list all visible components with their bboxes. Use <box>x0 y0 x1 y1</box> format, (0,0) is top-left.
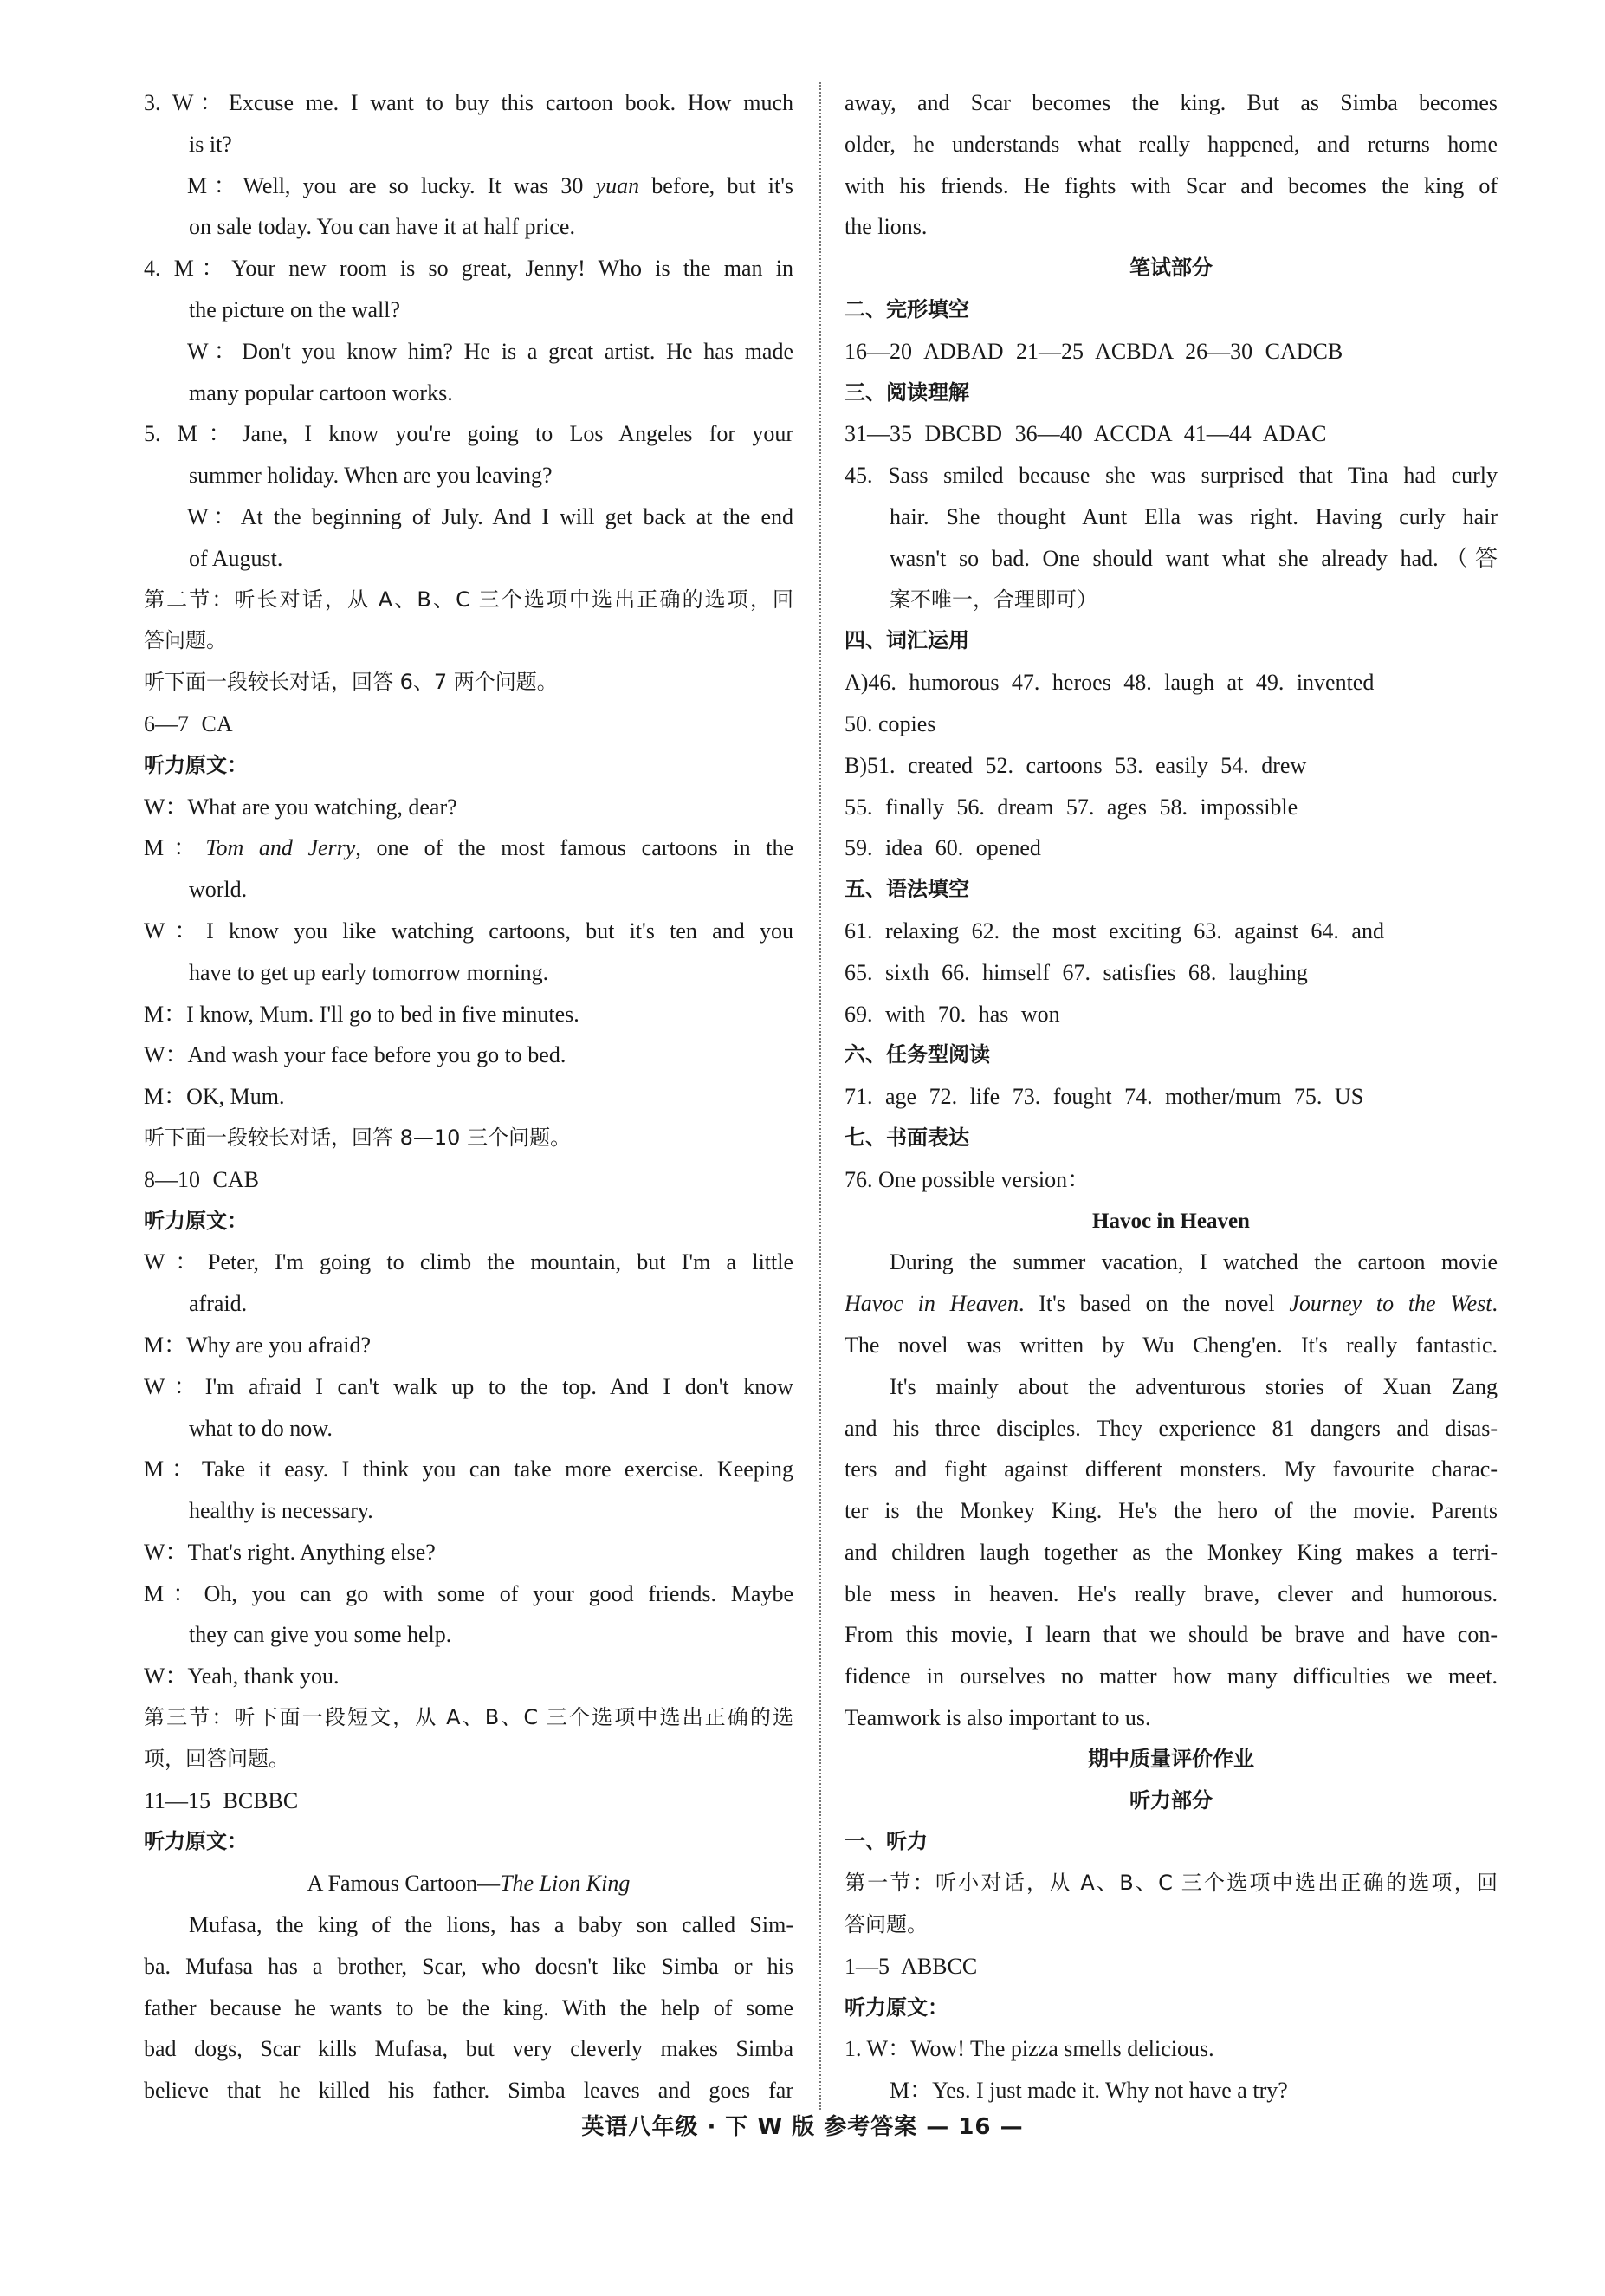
answer-line: 69. with 70. has won <box>845 1001 1060 1027</box>
text-line: ba. Mufasa has a brother, Scar, who doesn't like Simba or his <box>144 1953 793 1979</box>
text-line: they can give you some help. <box>189 1622 452 1648</box>
answer-line: 1—5 ABBCC <box>845 1953 978 1979</box>
text-span: , one of the most famous cartoons in the <box>355 835 793 861</box>
text-line: Teamwork is also important to us. <box>845 1705 1151 1731</box>
text-line: From this movie, I learn that we should be brave and have con- <box>845 1622 1498 1648</box>
text-span-italic: Journey to the West <box>1289 1291 1492 1317</box>
answer-line: 6—7 CA <box>144 710 233 736</box>
text-line: 4. M：Your new room is so great, Jenny! Who is the man in <box>144 256 793 282</box>
text-line: have to get up early tomorrow morning. <box>189 959 549 985</box>
text-line: 案不唯一，合理即可） <box>890 587 1097 612</box>
text-line: W：I know you like watching cartoons, but it's ten and you <box>144 918 793 944</box>
section-heading: 四、词汇运用 <box>845 628 969 653</box>
text-line: on sale today. You can have it at half price. <box>189 214 575 240</box>
transcript-label: 听力原文： <box>144 1829 248 1854</box>
answer-line: 16—20 ADBAD 21—25 ACBDA 26—30 CADCB <box>845 338 1343 364</box>
text-span-italic: Tom and Jerry <box>205 835 356 861</box>
right-column <box>845 82 1498 2111</box>
text-line <box>144 827 793 869</box>
text-line: wasn't so bad. One should want what she already had.（答 <box>890 545 1498 571</box>
text-line: M：Yes. I just made it. Why not have a try? <box>890 2078 1288 2104</box>
text-line: W：At the beginning of July. And I will get back at the end <box>187 503 793 529</box>
text-line: ter is the Monkey King. He's the hero of the movie. Parents <box>845 1498 1498 1524</box>
answer-line: 55. finally 56. dream 57. ages 58. impossible <box>845 794 1298 820</box>
column-divider <box>819 82 821 2110</box>
section-heading: 二、完形填空 <box>845 296 969 321</box>
dialogue-intro: 听下面一段较长对话，回答 6、7 两个问题。 <box>144 670 558 695</box>
text-line: away, and Scar becomes the king. But as Simba becomes <box>845 90 1498 115</box>
answer-line: B)51. created 52. cartoons 53. easily 54. drew <box>845 752 1307 778</box>
text-line: and children laugh together as the Monkey King makes a terri- <box>845 1539 1498 1565</box>
left-column <box>144 82 793 2111</box>
text-line: afraid. <box>189 1291 248 1317</box>
text-line: W：Don't you know him? He is a great artist. He has made <box>187 338 793 364</box>
text-span: . It's based on the novel <box>1018 1291 1290 1317</box>
text-line <box>845 1283 1498 1325</box>
text-line: The novel was written by Wu Cheng'en. It's really fantastic. <box>845 1332 1498 1358</box>
text-line: W：That's right. Anything else? <box>144 1539 436 1565</box>
transcript-label: 听力原文： <box>144 752 248 777</box>
text-line: father because he wants to be the king. With the help of some <box>144 1994 793 2020</box>
text-line: summer holiday. When are you leaving? <box>189 463 553 489</box>
section-heading: 三、阅读理解 <box>845 379 969 405</box>
text-line: of August. <box>189 545 283 571</box>
text-span: A Famous Cartoon— <box>307 1871 501 1897</box>
answer-line: A)46. humorous 47. heroes 48. laugh at 49. invented <box>845 670 1375 696</box>
transcript-label: 听力原文： <box>845 1994 948 2020</box>
text-line: fidence in ourselves no matter how many difficulties we meet. <box>845 1664 1498 1690</box>
answer-line: 71. age 72. life 73. fought 74. mother/mum 75. US <box>845 1084 1364 1110</box>
section-instruction: 答问题。 <box>144 628 227 653</box>
text-line: W：I'm afraid I can't walk up to the top. And I don't know <box>144 1373 793 1399</box>
text-line: many popular cartoon works. <box>189 379 453 405</box>
section-instruction: 第一节：听小对话，从 A、B、C 三个选项中选出正确的选项，回 <box>845 1871 1498 1896</box>
section-instruction: 第二节：听长对话，从 A、B、C 三个选项中选出正确的选项，回 <box>144 587 793 612</box>
section-heading: 六、任务型阅读 <box>845 1042 990 1067</box>
text-line: and his three disciples. They experience 81 dangers and disas- <box>845 1415 1498 1441</box>
section-heading: 一、听力 <box>845 1829 928 1854</box>
answer-line: 8—10 CAB <box>144 1166 259 1192</box>
text-line: Mufasa, the king of the lions, has a baby son called Sim- <box>189 1912 793 1938</box>
text-line: older, he understands what really happened, and returns home <box>845 131 1498 157</box>
text-line: healthy is necessary. <box>189 1498 373 1524</box>
text-line <box>144 165 793 207</box>
text-line: with his friends. He fights with Scar and becomes the king of <box>845 172 1498 198</box>
text-line: W：And wash your face before you go to bed. <box>144 1042 566 1068</box>
passage-title <box>144 1863 793 1904</box>
text-span-italic: The Lion King <box>500 1871 631 1897</box>
section-heading: 七、书面表达 <box>845 1125 969 1150</box>
text-line: M：Oh, you can go with some of your good friends. Maybe <box>144 1580 793 1606</box>
section-instruction: 项，回答问题。 <box>144 1746 289 1771</box>
section-instruction: 答问题。 <box>845 1912 928 1937</box>
section-heading: 五、语法填空 <box>845 877 969 902</box>
text-line: ble mess in heaven. He's really brave, clever and humorous. <box>845 1580 1498 1606</box>
dialogue-intro: 听下面一段较长对话，回答 8—10 三个问题。 <box>144 1125 572 1150</box>
text-line: W：Peter, I'm going to climb the mountain, but I'm a little <box>144 1249 793 1275</box>
text-line: M：I know, Mum. I'll go to bed in five minutes. <box>144 1001 579 1027</box>
text-line: hair. She thought Aunt Ella was right. Having curly hair <box>890 503 1498 529</box>
text-line: W：Yeah, thank you. <box>144 1664 340 1690</box>
text-line: It's mainly about the adventurous stories of Xuan Zang <box>890 1373 1498 1399</box>
answer-line: 31—35 DBCBD 36—40 ACCDA 41—44 ADAC <box>845 421 1327 447</box>
text-line: 45. Sass smiled because she was surprised that Tina had curly <box>845 463 1498 489</box>
answer-line: 65. sixth 66. himself 67. satisfies 68. laughing <box>845 959 1308 985</box>
text-line: ters and fight against different monsters. My favourite charac- <box>845 1456 1498 1482</box>
part-title: 期中质量评价作业 <box>1088 1746 1254 1771</box>
text-span-italic: Havoc in Heaven <box>845 1291 1019 1317</box>
essay-title: Havoc in Heaven <box>1092 1209 1250 1233</box>
text-line: believe that he killed his father. Simba leaves and goes far <box>144 2078 793 2104</box>
text-line: the picture on the wall? <box>189 296 401 322</box>
answer-line: 61. relaxing 62. the most exciting 63. against 64. and <box>845 918 1384 944</box>
text-line: 76. One possible version： <box>845 1166 1090 1192</box>
text-line: M：Why are you afraid? <box>144 1332 372 1358</box>
text-span: . <box>1492 1291 1498 1317</box>
text-line: world. <box>189 877 248 903</box>
text-line: is it? <box>189 131 232 157</box>
text-line: the lions. <box>845 214 928 240</box>
answer-line: 59. idea 60. opened <box>845 835 1041 861</box>
text-line: During the summer vacation, I watched the cartoon movie <box>890 1249 1498 1275</box>
text-line: 1. W：Wow! The pizza smells delicious. <box>845 2036 1214 2062</box>
text-span: M： <box>144 835 206 861</box>
text-span: before, but it's <box>639 172 793 198</box>
page-footer: 英语八年级 · 下 W 版 参考答案 — 16 — <box>581 2114 1024 2140</box>
text-line: M：Take it easy. I think you can take more exercise. Keeping <box>144 1456 793 1482</box>
text-line: bad dogs, Scar kills Mufasa, but very cleverly makes Simba <box>144 2036 793 2062</box>
answer-line: 50. copies <box>845 710 936 736</box>
part-title: 笔试部分 <box>1129 256 1213 281</box>
section-instruction: 第三节：听下面一段短文，从 A、B、C 三个选项中选出正确的选 <box>144 1705 793 1730</box>
text-line: what to do now. <box>189 1415 333 1441</box>
text-line: W：What are you watching, dear? <box>144 794 457 820</box>
part-title: 听力部分 <box>1129 1787 1213 1813</box>
text-line: 5. M：Jane, I know you're going to Los Angeles for your <box>144 421 793 447</box>
answer-line: 11—15 BCBBC <box>144 1787 299 1813</box>
text-line: M：OK, Mum. <box>144 1084 285 1110</box>
text-span: M：Well, you are so lucky. It was 30 <box>187 172 596 198</box>
transcript-label: 听力原文： <box>144 1208 248 1233</box>
text-span-italic: yuan <box>595 172 640 198</box>
text-line: 3. W：Excuse me. I want to buy this cartoon book. How much <box>144 90 793 115</box>
